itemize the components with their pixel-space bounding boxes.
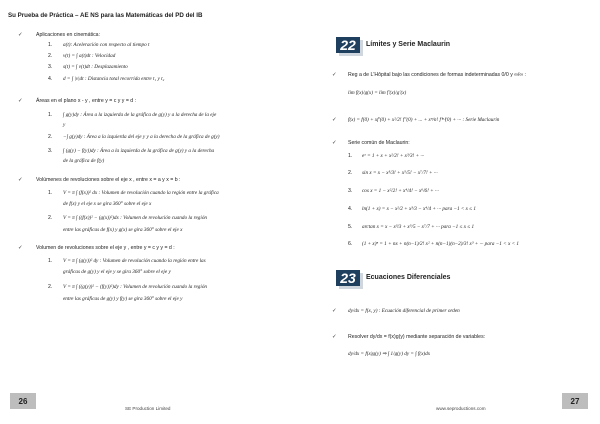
- list-number: 3.: [348, 188, 353, 194]
- list-item: a(t): Aceleración con respecto al tiempo t: [63, 42, 150, 48]
- list-item: V = π ∫ (g(y))² dy : Volumen de revolución cuando la región entre las: [63, 258, 206, 264]
- list-number: 4.: [48, 76, 53, 82]
- ode-separation-text: Resolver dy/dx = f(x)g(y) mediante separación de variables:: [348, 334, 486, 340]
- page-number: 27: [562, 393, 588, 409]
- check-mark-icon: ✓: [18, 32, 23, 38]
- list-number: 4.: [348, 206, 353, 212]
- header-title: Su Prueba de Práctica – AE NS para las Matemáticas del PD del IB: [8, 12, 203, 19]
- list-item: V = π ∫ ((g(y))² − (f(y))²)dy : Volumen de revolución cuando la región: [63, 284, 208, 290]
- list-number: 2.: [48, 284, 53, 290]
- list-number: 1.: [48, 112, 53, 118]
- list-item-cont: entre las gráficas de g(y) y f(y) se gira 360° sobre el eje y: [63, 296, 183, 302]
- page-number: 26: [10, 393, 36, 409]
- series-item: cos x = 1 − x²/2! + x⁴/4! − x⁶/6! + ···: [362, 188, 439, 194]
- ode-first-order: dy/dx = f(x, y) : Ecuación diferencial de primer orden: [348, 308, 460, 314]
- list-number: 3.: [48, 148, 53, 154]
- footer-text: www.seproductions.com: [436, 406, 486, 411]
- maclaurin-formula: f(x) = f(0) + xf′(0) + x²/2! f″(0) + ... + xⁿ/n! f⁽ⁿ⁾(0) + ··· : Serie Maclaurin: [348, 117, 500, 123]
- list-item: d = ∫ |v|dt : Distancia total recorrida entre t₁ y t₂: [63, 76, 165, 82]
- list-item-cont: y: [63, 122, 66, 128]
- list-number: 2.: [48, 134, 53, 140]
- list-item-cont: de f(x) y el eje x se gira 360° sobre el eje x: [63, 201, 152, 207]
- list-number: 3.: [48, 64, 53, 70]
- list-item: V = π ∫ (f(x))² dx : Volumen de revolución cuando la región entre la gráfica: [63, 190, 219, 196]
- lhopital-text: Reg a de L'Hôpital bajo las condiciones de formas indeterminadas 0/0 y ∞/∞ :: [348, 72, 526, 78]
- list-item-cont: entre las gráficas de f(x) y g(x) se gira 360° sobre el eje x: [63, 227, 183, 233]
- right-page: [300, 0, 600, 424]
- check-mark-icon: ✓: [18, 177, 23, 183]
- series-item: eˣ = 1 + x + x²/2! + x³/3! + ···: [362, 153, 425, 159]
- list-item: s(t) = ∫ v(t)dt : Desplazamiento: [63, 64, 128, 70]
- list-item: −∫ g(y)dy : Área a la izquierda del eje y y a la derecha de la gráfica de g(y): [63, 134, 220, 140]
- ode-separation-formula: dy/dx = f(x)g(y) ⇒ ∫ 1/g(y) dy = ∫ f(x)dx: [348, 351, 431, 357]
- check-mark-icon: ✓: [332, 140, 337, 146]
- series-item: ln(1 + x) = x − x²/2 + x³/3 − x⁴/4 + ··· para −1 < x ≤ 1: [362, 206, 476, 212]
- list-item: ∫ g(y)dy : Área a la izquierda de la gráfica de g(y) y a la derecha de la eje: [63, 112, 217, 118]
- series-title: Serie común de Maclaurin:: [348, 140, 410, 146]
- footer-text: SE Production Limited: [125, 406, 171, 411]
- list-number: 2.: [48, 215, 53, 221]
- check-mark-icon: ✓: [18, 245, 23, 251]
- section-number-22: 22: [336, 37, 360, 53]
- list-number: 5.: [348, 224, 353, 230]
- section-number-23: 23: [336, 270, 360, 286]
- list-item-cont: gráficas de g(y) y el eje y se gira 360° sobre el eje y: [63, 269, 171, 275]
- kinematics-title: Aplicaciones en cinemática:: [36, 32, 101, 38]
- list-number: 1.: [48, 258, 53, 264]
- list-number: 1.: [48, 190, 53, 196]
- areas-title: Áreas en el plano x - y , entre y = c y y = d :: [36, 98, 137, 104]
- list-item: V = π ∫ ((f(x))² − (g(x))²)dx : Volumen de revolución cuando la región: [63, 215, 208, 221]
- check-mark-icon: ✓: [332, 308, 337, 314]
- series-item: sin x = x − x³/3! + x⁵/5! − x⁷/7! + ···: [362, 170, 438, 176]
- list-number: 6.: [348, 241, 353, 247]
- list-item: ∫ (g(y) − f(y))dy : Área a la izquierda de la gráfica de g(y) y a la derecha: [63, 148, 215, 154]
- section-title-23: Ecuaciones Diferenciales: [366, 274, 451, 281]
- list-number: 1.: [48, 42, 53, 48]
- series-item: (1 + x)ⁿ = 1 + nx + n(n−1)/2! x² + n(n−1)(n−2)/3! x³ + ··· para −1 < x < 1: [362, 241, 519, 247]
- check-mark-icon: ✓: [18, 98, 23, 104]
- check-mark-icon: ✓: [332, 72, 337, 78]
- list-number: 2.: [348, 170, 353, 176]
- list-number: 1.: [348, 153, 353, 159]
- list-item: v(t) = ∫ a(t)dt : Velocidad: [63, 53, 116, 59]
- check-mark-icon: ✓: [332, 334, 337, 340]
- vol-y-title: Volumen de revoluciones sobre el eje y , entre y = c y y = d :: [36, 245, 175, 251]
- section-title-22: Límites y Serie Maclaurin: [366, 41, 451, 48]
- check-mark-icon: ✓: [332, 117, 337, 123]
- list-number: 2.: [48, 53, 53, 59]
- vol-x-title: Volúmenes de revoluciones sobre el eje x , entre x = a y x = b :: [36, 177, 181, 183]
- list-item-cont: de la gráfica de f(y): [63, 158, 105, 164]
- series-item: arctan x = x − x³/3 + x⁵/5 − x⁷/7 + ··· para −1 ≤ x ≤ 1: [362, 224, 475, 230]
- lhopital-formula: lim f(x)/g(x) = lim f′(x)/g′(x): [348, 90, 407, 96]
